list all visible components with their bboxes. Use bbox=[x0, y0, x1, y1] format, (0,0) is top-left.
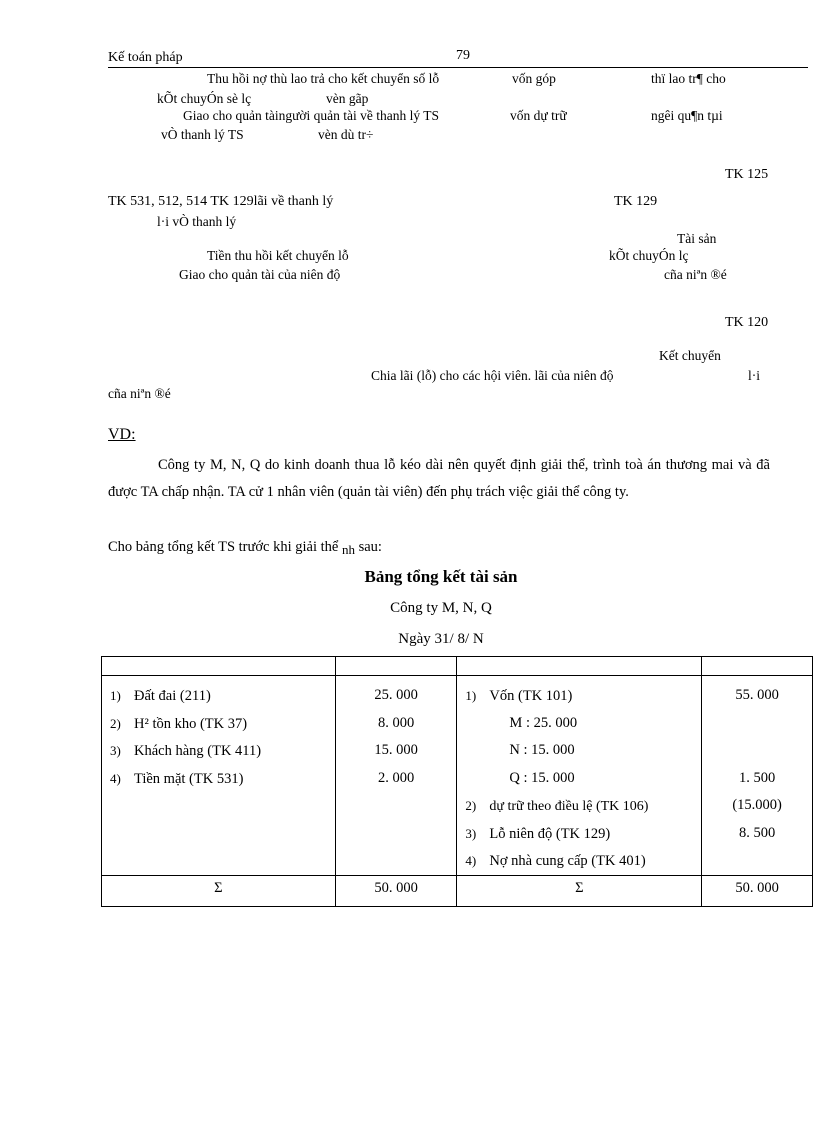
liability-item bbox=[457, 847, 701, 875]
header-cell bbox=[457, 657, 702, 676]
member-capital: M : 25. 000 bbox=[509, 714, 578, 731]
asset-label: Tiền mặt (TK 531) bbox=[134, 770, 244, 787]
total-symbol: Σ bbox=[102, 875, 336, 906]
liability-value: 8. 500 bbox=[738, 824, 776, 841]
diagram-text: Thu hồi nợ thù lao trả cho kết chuyển số lỗ bbox=[207, 71, 440, 86]
diagram-text: thï lao tr¶ cho bbox=[651, 71, 726, 86]
liability-value: (15.000) bbox=[732, 797, 782, 813]
intro-text: sau: bbox=[358, 539, 382, 555]
diagram-text: vÒ thanh lý TS bbox=[161, 127, 244, 142]
asset-item bbox=[102, 737, 335, 765]
asset-label: Đất đai (211) bbox=[134, 688, 211, 704]
liability-number: 1) bbox=[465, 688, 477, 703]
company-name: Công ty M, N, Q bbox=[390, 600, 492, 616]
liability-values-column bbox=[702, 676, 813, 876]
table-header-row bbox=[102, 657, 813, 676]
diagram-text: vốn góp bbox=[512, 71, 556, 86]
asset-item bbox=[102, 765, 335, 793]
account-tk120: TK 120 bbox=[725, 315, 769, 330]
table-body-row bbox=[102, 676, 813, 876]
diagram-text: Chia lãi (lỗ) cho các hội viên. lãi của niên độ bbox=[371, 368, 614, 383]
header-cell bbox=[702, 657, 813, 676]
example-paragraph: Công ty M, N, Q do kinh doanh thua lỗ kéo dài nên quyết định giải thể, trình toà án thương mai và đã được TA chấp nhận. TA cử 1 nhân viên (quản tài viên) đến phụ trách việc giải thể công ty. bbox=[108, 457, 770, 500]
diagram-text: l·i bbox=[748, 368, 760, 383]
intro-text: Cho bảng tổng kết TS trước khi giải thể bbox=[108, 539, 339, 555]
liability-value: 55. 000 bbox=[735, 687, 779, 703]
diagram-text: Tài sản bbox=[677, 231, 717, 246]
balance-sheet-table bbox=[101, 656, 813, 907]
asset-number: 1) bbox=[110, 688, 121, 703]
member-capital: Q : 15. 000 bbox=[509, 769, 575, 786]
liabilities-column bbox=[457, 676, 702, 876]
asset-value: 15. 000 bbox=[374, 742, 418, 758]
intro-text: nh bbox=[341, 542, 355, 557]
total-liabilities: 50. 000 bbox=[702, 875, 813, 906]
diagram-text: kÕt chuyÓn sè lç bbox=[157, 91, 252, 106]
asset-value: 25. 000 bbox=[374, 687, 418, 703]
diagram-text: Giao cho quản tài của niên độ bbox=[179, 267, 341, 282]
balance-sheet-title: Bảng tổng kết tài sản bbox=[364, 567, 518, 586]
liability-value: 1. 500 bbox=[738, 769, 776, 786]
liability-label: Lỗ niên độ (TK 129) bbox=[489, 825, 611, 842]
example-heading: VD: bbox=[108, 426, 136, 443]
diagram-text: TK 531, 512, 514 TK 129lãi về thanh lý bbox=[108, 194, 334, 209]
diagram-text: Giao cho quản tàingười quản tài về thanh lý TS bbox=[183, 108, 440, 123]
asset-value: 2. 000 bbox=[377, 769, 415, 786]
diagram-text: ngêi qu¶n tµi bbox=[651, 108, 723, 123]
page-number: 79 bbox=[456, 48, 470, 63]
asset-value: 8. 000 bbox=[377, 714, 415, 731]
asset-label: Khách hàng (TK 411) bbox=[134, 743, 262, 759]
liability-number: 2) bbox=[465, 798, 477, 813]
diagram-text: cña niªn ®é bbox=[664, 267, 727, 282]
liability-number: 3) bbox=[465, 825, 477, 841]
liability-item bbox=[457, 820, 701, 848]
liability-label: dự trữ theo điều lệ (TK 106) bbox=[489, 799, 649, 814]
diagram-text: vèn gãp bbox=[326, 91, 369, 106]
diagram-text: Tiền thu hồi kết chuyển lỗ bbox=[207, 248, 349, 263]
asset-number: 2) bbox=[110, 715, 121, 731]
running-header-title: Kế toán pháp bbox=[108, 50, 183, 65]
header-cell bbox=[335, 657, 457, 676]
asset-values-column bbox=[335, 676, 457, 876]
account-tk125: TK 125 bbox=[725, 167, 769, 182]
assets-column bbox=[102, 676, 336, 876]
liability-number: 4) bbox=[465, 853, 477, 868]
account-tk129: TK 129 bbox=[614, 194, 658, 209]
example-intro bbox=[108, 539, 382, 555]
diagram-text: l·i vÒ thanh lý bbox=[157, 214, 237, 229]
member-capital: N : 15. 000 bbox=[509, 742, 575, 758]
header-cell bbox=[102, 657, 336, 676]
header-rule bbox=[108, 67, 808, 68]
diagram-text: cña niªn ®é bbox=[108, 386, 171, 401]
asset-item bbox=[102, 682, 335, 710]
total-row bbox=[102, 875, 813, 906]
spacer bbox=[702, 710, 812, 765]
asset-number: 3) bbox=[110, 743, 121, 758]
asset-number: 4) bbox=[110, 770, 121, 786]
diagram-text: kÕt chuyÓn lç bbox=[609, 248, 689, 263]
diagram-text: vốn dự trữ bbox=[510, 108, 567, 123]
asset-label: H² tồn kho (TK 37) bbox=[134, 715, 248, 732]
diagram-text: vèn dù tr÷ bbox=[318, 127, 374, 142]
liability-label: Nợ nhà cung cấp (TK 401) bbox=[489, 853, 646, 869]
diagram-text: Kết chuyển bbox=[659, 348, 721, 363]
liability-label: Vốn (TK 101) bbox=[489, 688, 573, 704]
total-assets: 50. 000 bbox=[335, 875, 457, 906]
asset-item bbox=[102, 710, 335, 738]
liability-item bbox=[457, 792, 701, 820]
sheet-date: Ngày 31/ 8/ N bbox=[398, 631, 484, 647]
liability-item bbox=[457, 682, 701, 710]
total-symbol: Σ bbox=[457, 875, 702, 906]
